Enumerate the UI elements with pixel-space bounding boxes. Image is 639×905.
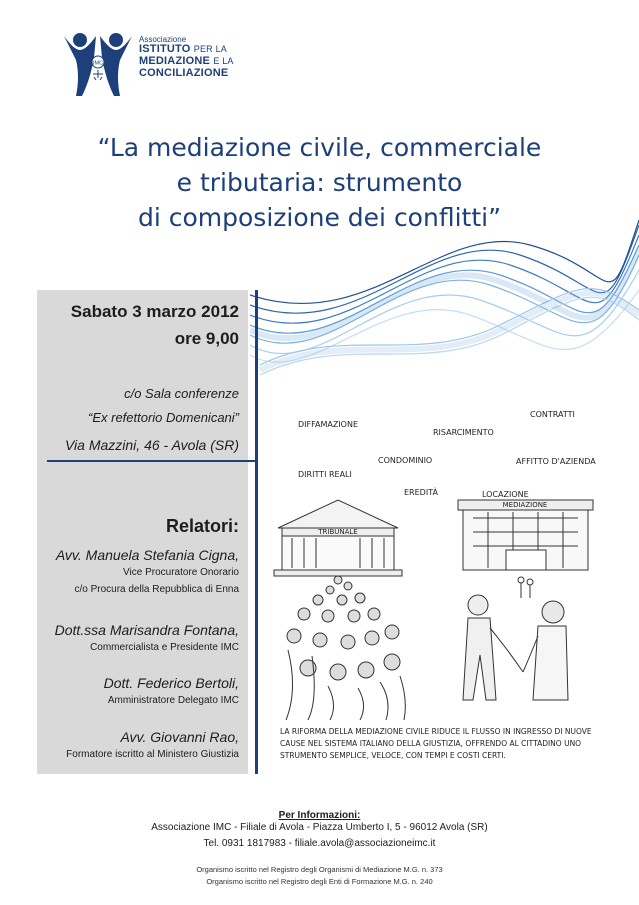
venue-line-1: c/o Sala conferenze bbox=[124, 386, 239, 401]
decorative-waves bbox=[250, 215, 639, 390]
title-line-3: di composizione dei conflitti” bbox=[137, 203, 502, 232]
event-time: ore 9,00 bbox=[174, 329, 239, 348]
venue-line-2: “Ex refettorio Domenicani” bbox=[88, 410, 239, 425]
mediazione-sign: MEDIAZIONE bbox=[502, 501, 548, 509]
logo-istituto: ISTITUTO bbox=[139, 43, 191, 55]
info-address: Associazione IMC - Filiale di Avola - Piazza Umberto I, 5 - 96012 Avola (SR) bbox=[151, 822, 488, 833]
event-date: Sabato 3 marzo 2012 bbox=[70, 302, 239, 321]
keyword-eredita: EREDITÀ bbox=[404, 488, 438, 497]
speakers-heading: Relatori: bbox=[165, 516, 239, 536]
title-line-2: e tributaria: strumento bbox=[176, 168, 463, 197]
imc-emblem-icon bbox=[60, 28, 136, 100]
speaker-name: Avv. Giovanni Rao, bbox=[120, 729, 239, 745]
venue-address: Via Mazzini, 46 - Avola (SR) bbox=[64, 437, 239, 453]
logo bbox=[60, 28, 260, 100]
logo-per-la: PER LA bbox=[193, 44, 227, 54]
keyword-diritti-reali: DIRITTI REALI bbox=[298, 470, 352, 479]
logo-mediazione: MEDIAZIONE bbox=[139, 55, 211, 67]
logo-conciliazione: CONCILIAZIONE bbox=[139, 67, 229, 79]
speaker-role: Vice Procuratore Onorario bbox=[123, 567, 239, 578]
speaker-role: c/o Procura della Repubblica di Enna bbox=[74, 584, 239, 595]
info-contacts: Tel. 0931 1817983 - filiale.avola@associazioneimc.it bbox=[203, 838, 436, 849]
speaker-name: Dott.ssa Marisandra Fontana, bbox=[54, 622, 239, 638]
keyword-locazione: LOCAZIONE bbox=[482, 490, 529, 499]
emblem-text: IMC bbox=[92, 60, 104, 67]
cartoon-illustration bbox=[268, 400, 608, 720]
speaker-name: Avv. Manuela Stefania Cigna, bbox=[55, 547, 239, 563]
keyword-contratti: CONTRATTI bbox=[530, 410, 575, 419]
speaker-cigna bbox=[56, 546, 239, 598]
illustration-caption: LA RIFORMA DELLA MEDIAZIONE CIVILE RIDUCE IL FLUSSO IN INGRESSO DI NUOVE CAUSE NEL SISTEMA ITALIANO DELLA GIUSTIZIA, OFFRENDO AL CITTADINO UNO STRUMENTO SEMPLICE, VELOCE, CON TEMPI E COSTI CERTI. bbox=[280, 727, 592, 760]
speaker-fontana bbox=[55, 621, 239, 656]
keyword-diffamazione: DIFFAMAZIONE bbox=[298, 420, 359, 429]
speaker-role: Amministratore Delegato IMC bbox=[107, 695, 239, 706]
registry-mediation: Organismo iscritto nel Registro degli Organismi di Mediazione M.G. n. 373 bbox=[196, 865, 443, 874]
keyword-risarcimento: RISARCIMENTO bbox=[433, 428, 494, 437]
registry-training: Organismo iscritto nel Registro degli Enti di Formazione M.G. n. 240 bbox=[206, 877, 433, 886]
cartoon-drawing bbox=[268, 400, 608, 720]
speaker-name: Dott. Federico Bertoli, bbox=[103, 675, 239, 691]
horizontal-divider bbox=[47, 460, 258, 462]
info-heading: Per Informazioni: bbox=[278, 810, 361, 821]
tribunale-sign: TRIBUNALE bbox=[318, 528, 358, 536]
keyword-affitto: AFFITTO D'AZIENDA bbox=[516, 457, 596, 466]
logo-line-2 bbox=[139, 55, 234, 67]
logo-association: Associazione bbox=[139, 35, 187, 44]
speaker-rao bbox=[66, 728, 239, 763]
logo-line-1 bbox=[139, 43, 227, 55]
logo-line-3 bbox=[139, 67, 228, 79]
speaker-role: Formatore iscritto al Ministero Giustizia bbox=[66, 749, 239, 760]
vertical-divider bbox=[255, 290, 258, 774]
title-line-1: “La mediazione civile, commerciale bbox=[97, 133, 542, 162]
keyword-condominio: CONDOMINIO bbox=[378, 456, 433, 465]
speaker-role: Commercialista e Presidente IMC bbox=[90, 642, 239, 653]
logo-e-la: E LA bbox=[213, 56, 234, 66]
speaker-bertoli bbox=[104, 674, 239, 709]
